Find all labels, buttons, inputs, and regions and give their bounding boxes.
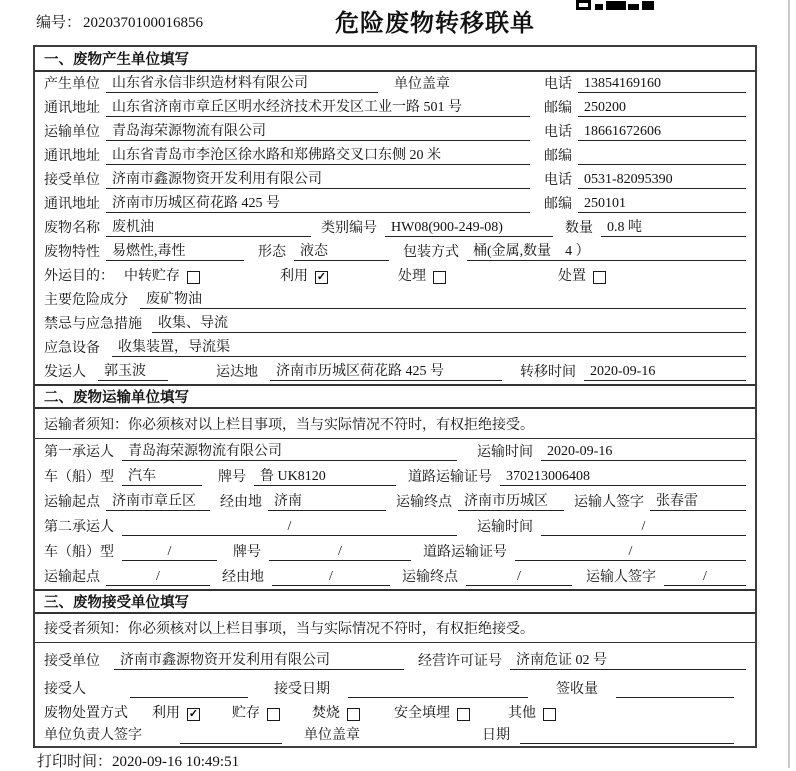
producer-row [35, 72, 755, 96]
waste-name-row [35, 216, 755, 240]
transport-time-value: 2020-09-16 [541, 444, 746, 461]
recipient-label: 接受人 [44, 682, 86, 697]
qr-block [595, 4, 603, 10]
quantity-value: 0.8 吨 [601, 216, 746, 237]
end-label: 运输终点 [402, 570, 458, 585]
consignor-label: 发运人 [44, 365, 86, 380]
purpose-label: 外运目的： [44, 269, 114, 284]
vehicle-type-label: 车（船）型 [44, 545, 114, 560]
road-license-label: 道路运输证号 [423, 545, 507, 560]
phone-value: 13854169160 [578, 76, 746, 93]
transporter-label: 运输单位 [44, 125, 100, 140]
serial-number: 2020370100016856 [83, 15, 204, 31]
disposal-option-landfill [394, 702, 470, 722]
end-label: 运输终点 [396, 495, 452, 510]
first-carrier-value: 青岛海荣源物流有限公司 [122, 440, 457, 461]
receiver-value: 济南市鑫源物资开发利用有限公司 [106, 168, 530, 189]
address-value: 山东省济南市章丘区明水经济技术开发区工业一路 501 号 [106, 96, 530, 117]
producer-value: 山东省永信非织造材料有限公司 [106, 72, 378, 93]
section-2-header: 二、废物运输单位填写 [35, 384, 755, 409]
hazard-label: 主要危险成分 [44, 293, 128, 308]
zip-label: 邮编 [544, 149, 572, 164]
via-value: / [272, 569, 390, 586]
destination-value: 济南市历城区荷花路 425 号 [270, 360, 502, 381]
option-label: 处置 [558, 269, 586, 284]
phone-value: 18661672606 [578, 124, 746, 141]
disposal-option-use [152, 702, 200, 722]
via-label: 经由地 [220, 495, 262, 510]
carrier-sign-label: 运输人签字 [574, 495, 644, 510]
permit-value: 济南危证 02 号 [510, 649, 746, 670]
waste-name-label: 废物名称 [44, 221, 100, 236]
page-title: 危险废物转移联单 [335, 11, 535, 37]
purpose-row [35, 264, 755, 288]
head-sign-row [35, 725, 755, 746]
signed-qty-value [616, 681, 734, 698]
unit-seal-label: 单位盖章 [304, 728, 360, 743]
carrier-sign-label: 运输人签字 [586, 570, 656, 585]
quantity-label: 数量 [565, 221, 593, 236]
print-time-value: 2020-09-16 10:49:51 [112, 754, 240, 770]
date-label: 日期 [482, 728, 510, 743]
equipment-row [35, 336, 755, 360]
plate-value: / [269, 544, 411, 561]
via-label: 经由地 [222, 570, 264, 585]
scan-page-edge [788, 0, 790, 768]
via-value: 济南 [268, 490, 386, 511]
zip-label: 邮编 [544, 197, 572, 212]
packing-value: 桶(金属,数量 4 ） [467, 240, 746, 261]
address-label: 通讯地址 [44, 149, 100, 164]
vehicle-type-value: 汽车 [122, 465, 202, 486]
character-value: 易燃性,毒性 [106, 240, 244, 261]
carrier-sign-value: / [664, 569, 746, 586]
hazard-row [35, 288, 755, 312]
vehicle-row-2 [35, 539, 755, 564]
address-value: 山东省青岛市李沧区徐水路和郑佛路交叉口东侧 20 米 [106, 144, 530, 165]
signed-qty-label: 签收量 [556, 682, 598, 697]
taboo-value: 收集、导流 [152, 312, 746, 333]
form-value: 液态 [294, 240, 389, 261]
head-sign-label: 单位负责人签字 [44, 728, 142, 743]
checkbox-checked-icon: ✓ [316, 271, 327, 283]
producer-label: 产生单位 [44, 77, 100, 92]
option-label: 贮存 [232, 706, 260, 721]
option-label: 利用 [152, 706, 180, 721]
receiver-row [35, 168, 755, 192]
option-label: 其他 [508, 706, 536, 721]
origin-value: 济南市章丘区 [106, 490, 210, 511]
category-label: 类别编号 [321, 221, 377, 236]
transfer-time-label: 转移时间 [520, 365, 576, 380]
option-label: 处理 [398, 269, 426, 284]
end-value: 济南市历城区 [458, 490, 564, 511]
accept-unit-label: 接受单位 [44, 654, 100, 669]
zip-value: 250101 [578, 196, 746, 213]
phone-label: 电话 [544, 77, 572, 92]
transporter-notice: 运输者须知：你必须核对以上栏目事项，当与实际情况不符时，有权拒绝接受。 [35, 409, 755, 439]
transporter-value: 青岛海荣源物流有限公司 [106, 120, 530, 141]
phone-label: 电话 [544, 173, 572, 188]
disposal-option-other [508, 702, 556, 722]
taboo-row [35, 312, 755, 336]
plate-label: 牌号 [218, 470, 246, 485]
packing-label: 包装方式 [403, 245, 459, 260]
qr-block [628, 4, 639, 10]
consignor-row [35, 360, 755, 384]
hazard-value: 废矿物油 [140, 288, 746, 309]
route-row-1 [35, 489, 755, 514]
phone-value: 0531-82095390 [578, 172, 746, 189]
character-label: 废物特性 [44, 245, 100, 260]
second-carrier-value: / [122, 519, 457, 536]
carrier-sign-value: 张春雷 [650, 490, 746, 511]
purpose-option-treatment [398, 265, 446, 285]
transport-time-label: 运输时间 [477, 520, 533, 535]
checkbox-unchecked-icon [347, 708, 360, 721]
plate-label: 牌号 [233, 545, 261, 560]
accept-date-label: 接受日期 [274, 682, 330, 697]
receiver-label: 接受单位 [44, 173, 100, 188]
consignor-value: 郭玉波 [98, 360, 168, 381]
section-3-header: 三、废物接受单位填写 [35, 589, 755, 614]
address-label: 通讯地址 [44, 101, 100, 116]
road-license-label: 道路运输证号 [408, 470, 492, 485]
print-time-label: 打印时间： [37, 754, 113, 770]
form-box [33, 45, 757, 748]
waste-character-row [35, 240, 755, 264]
zip-value: 250200 [578, 100, 746, 117]
origin-value: / [106, 569, 210, 586]
transport-time-label: 运输时间 [477, 445, 533, 460]
transporter-row [35, 120, 755, 144]
first-carrier-label: 第一承运人 [44, 445, 114, 460]
road-license-value: / [515, 544, 746, 561]
date-value [520, 727, 734, 744]
disposal-option-storage [232, 702, 280, 722]
purpose-option-disposal [558, 265, 606, 285]
end-value: / [466, 569, 572, 586]
disposal-method-label: 废物处置方式 [44, 706, 128, 721]
unit-seal-label: 单位盖章 [394, 77, 450, 92]
purpose-option-use [280, 265, 328, 285]
vehicle-type-label: 车（船）型 [44, 470, 114, 485]
accept-date-value [348, 681, 528, 698]
route-row-2 [35, 564, 755, 589]
option-label: 利用 [280, 269, 308, 284]
destination-label: 运达地 [216, 365, 258, 380]
qr-code-fragment-icon [576, 0, 654, 10]
vehicle-type-value: / [122, 544, 217, 561]
zip-value [578, 148, 746, 165]
origin-label: 运输起点 [44, 570, 100, 585]
head-sign-value [180, 727, 282, 744]
checkbox-unchecked-icon [593, 271, 606, 284]
checkbox-unchecked-icon [187, 271, 200, 284]
checkbox-unchecked-icon [543, 708, 556, 721]
transporter-address-row [35, 144, 755, 168]
serial-label: 编号： [36, 15, 82, 31]
address-value: 济南市历城区荷花路 425 号 [106, 192, 530, 213]
disposal-option-incineration [312, 702, 360, 722]
equipment-label: 应急设备 [44, 341, 100, 356]
option-label: 焚烧 [312, 706, 340, 721]
taboo-label: 禁忌与应急措施 [44, 317, 142, 332]
road-license-value: 370213006408 [500, 469, 746, 486]
second-carrier-row [35, 514, 755, 539]
vehicle-row-1 [35, 464, 755, 489]
plate-value: 鲁 UK8120 [254, 465, 396, 486]
option-label: 中转贮存 [124, 269, 180, 284]
receiver-notice: 接受者须知：你必须核对以上栏目事项，当与实际情况不符时，有权拒绝接受。 [35, 614, 755, 643]
first-carrier-row [35, 439, 755, 464]
category-value: HW08(900-249-08) [385, 220, 553, 237]
option-label: 安全填埋 [394, 706, 450, 721]
address-label: 通讯地址 [44, 197, 100, 212]
phone-label: 电话 [544, 125, 572, 140]
recipient-row [35, 673, 755, 701]
checkbox-unchecked-icon [457, 708, 470, 721]
checkbox-checked-icon: ✓ [188, 708, 199, 720]
purpose-option-transfer-storage [124, 265, 200, 285]
origin-label: 运输起点 [44, 495, 100, 510]
waste-name-value: 废机油 [106, 216, 311, 237]
accept-unit-value: 济南市鑫源物资开发利用有限公司 [114, 649, 404, 670]
recipient-value [130, 681, 248, 698]
qr-block [606, 1, 626, 10]
accept-unit-row [35, 643, 755, 673]
qr-block [642, 1, 654, 10]
transport-time-value: / [541, 519, 746, 536]
checkbox-unchecked-icon [433, 271, 446, 284]
form-label: 形态 [258, 245, 286, 260]
disposal-method-row [35, 701, 755, 725]
checkbox-unchecked-icon [267, 708, 280, 721]
second-carrier-label: 第二承运人 [44, 520, 114, 535]
section-1-header: 一、废物产生单位填写 [35, 47, 755, 72]
qr-finder-block [576, 0, 591, 10]
transfer-time-value: 2020-09-16 [584, 364, 746, 381]
receiver-address-row [35, 192, 755, 216]
producer-address-row [35, 96, 755, 120]
zip-label: 邮编 [544, 101, 572, 116]
equipment-value: 收集装置，导流渠 [112, 336, 746, 357]
permit-label: 经营许可证号 [418, 654, 502, 669]
